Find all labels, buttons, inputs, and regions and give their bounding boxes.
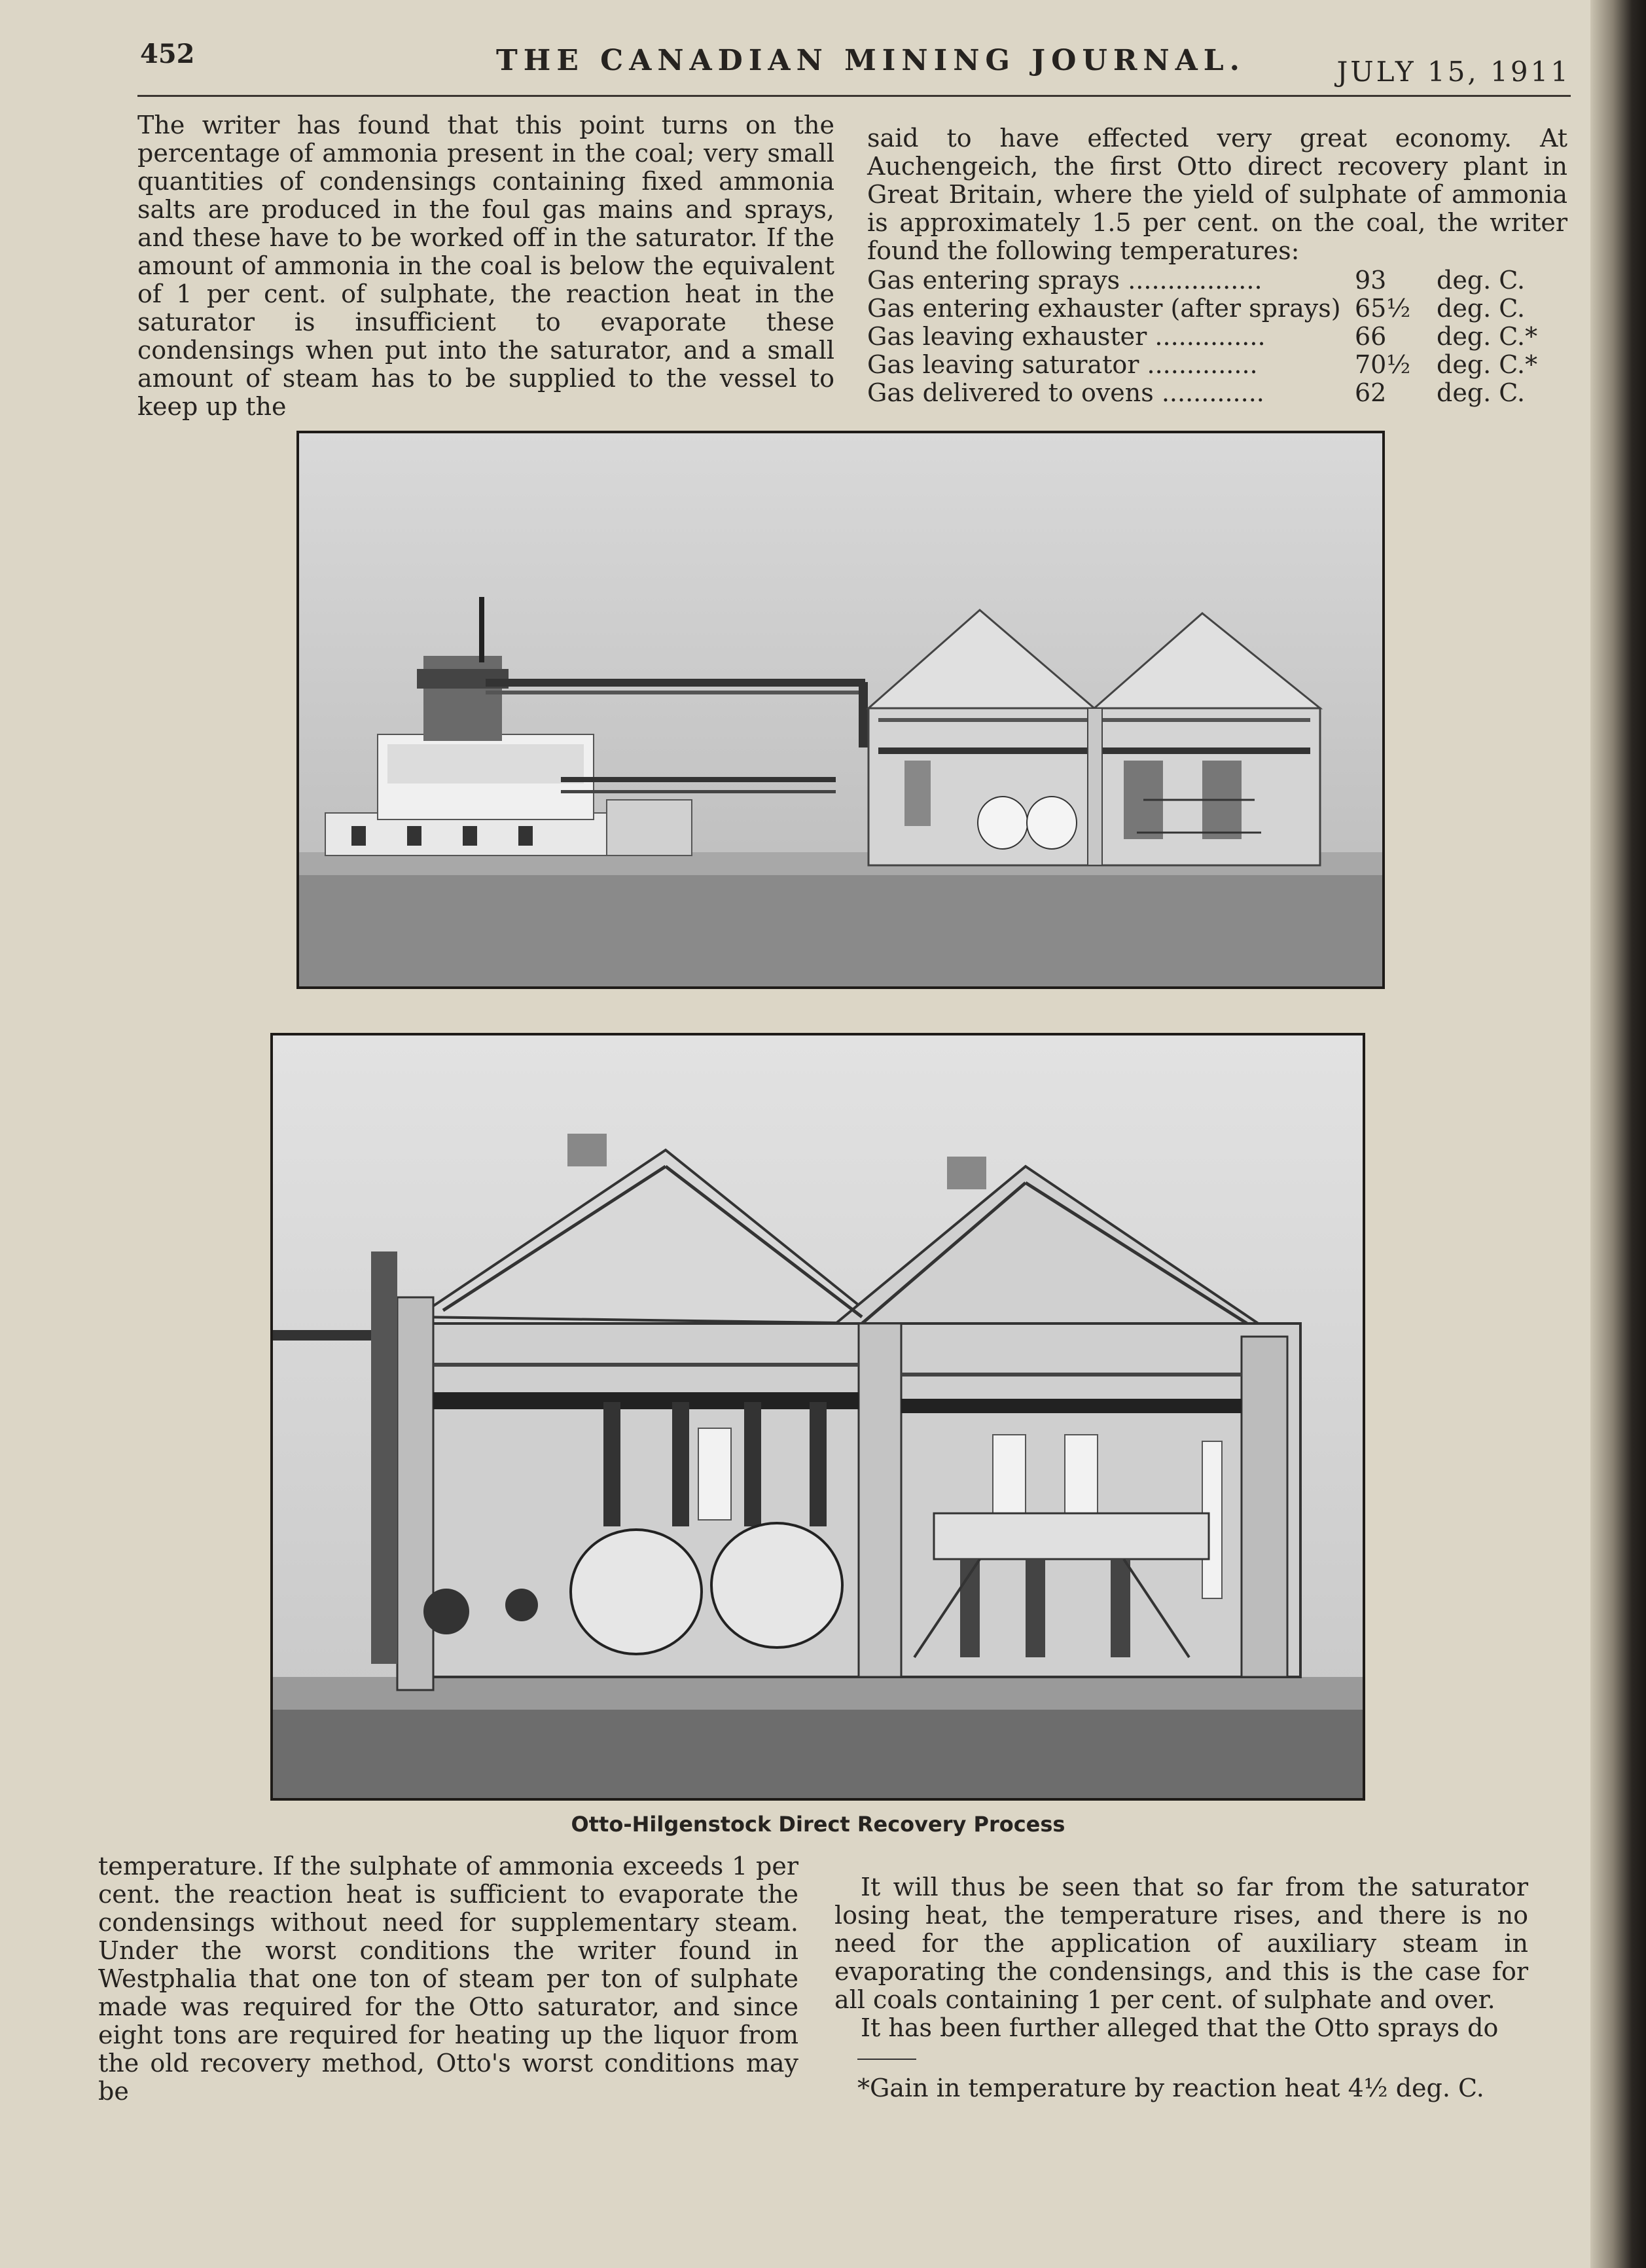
footnote: *Gain in temperature by reaction heat 4½ deg. C. [857,2074,1484,2102]
footnote-rule [857,2059,916,2060]
temperature-unit: deg. C. [1437,378,1526,407]
bottom-right-column [834,1873,1528,2042]
bottom-right-paragraph: It will thus be seen that so far from the saturator losing heat, the temperature rises, and there is no need for the application of auxiliary steam in evaporating the condensings, and this is the case for all coals containing 1 per cent. of sulphate and over. [834,1873,1528,2014]
temperature-row [867,295,1567,323]
temperature-label: Gas entering exhauster (after sprays) [867,295,1341,323]
top-right-paragraph: said to have effected very great economy. At Auchengeich, the first Otto direct recovery plant in Great Britain, where the yield of sulphate of ammonia is approximately 1.5 per cent. on the coal, the writer found the following temperatures: [867,124,1567,265]
temperature-label: Gas entering sprays ................. [867,266,1262,295]
temperature-value: 93 [1355,266,1387,295]
bottom-right-paragraph: It has been further alleged that the Otto sprays do [861,2013,1499,2042]
temperature-table [867,266,1567,407]
temperature-label: Gas leaving exhauster .............. [867,323,1266,351]
temperature-row [867,351,1567,379]
temperature-value: 70½ [1355,350,1411,379]
top-left-paragraph: The writer has found that this point turns on the percentage of ammonia present in the coal; very small quantities of condensings containing fixed ammonia salts are produced in the foul gas mains and sprays, and these have to be worked off in the saturator. If the amount of ammonia in the coal is below the equivalent of 1 per cent. of sulphate, the reaction heat in the saturator is insufficient to evaporate these condensings when put into the saturator, and a small amount of steam has to be supplied to the vessel to keep up the [137,111,834,421]
issue-date: JULY 15, 1911 [1336,56,1571,88]
journal-title: THE CANADIAN MINING JOURNAL. [496,44,1245,77]
recovery-building-illustration [273,1035,1363,1798]
page-binding-edge [1590,0,1646,2268]
temperature-row [867,323,1567,351]
temperature-value: 65½ [1355,294,1411,323]
page-number: 452 [140,39,195,69]
bottom-left-paragraph: temperature. If the sulphate of ammonia exceeds 1 per cent. the reaction heat is sufficient to evaporate the condensings without need for supplementary steam. Under the worst conditions the writer found in Westphalia that one ton of steam per ton of sulphate made was required for the Otto saturator, and since eight tons are required for heating up the liquor from the old recovery method, Otto's worst conditions may be [98,1852,798,2106]
header-rule [137,95,1571,97]
temperature-label: Gas leaving saturator .............. [867,351,1258,379]
photo-plant-model-side-view [296,431,1385,989]
plant-model-illustration [299,433,1382,986]
temperature-value: 66 [1355,322,1387,351]
top-right-column [867,124,1567,407]
bottom-left-column [98,1852,798,2106]
temperature-row [867,379,1567,407]
page-header [137,36,1571,88]
temperature-row [867,266,1567,295]
temperature-label: Gas delivered to ovens ............. [867,379,1264,407]
figure-caption: Otto-Hilgenstock Direct Recovery Process [571,1812,1065,1837]
temperature-unit: deg. C. [1437,266,1526,295]
temperature-value: 62 [1355,378,1387,407]
photo-plant-model-perspective-view [270,1033,1365,1801]
temperature-unit: deg. C.* [1437,350,1538,379]
top-left-column [137,111,834,421]
temperature-unit: deg. C. [1437,294,1526,323]
temperature-unit: deg. C.* [1437,322,1538,351]
